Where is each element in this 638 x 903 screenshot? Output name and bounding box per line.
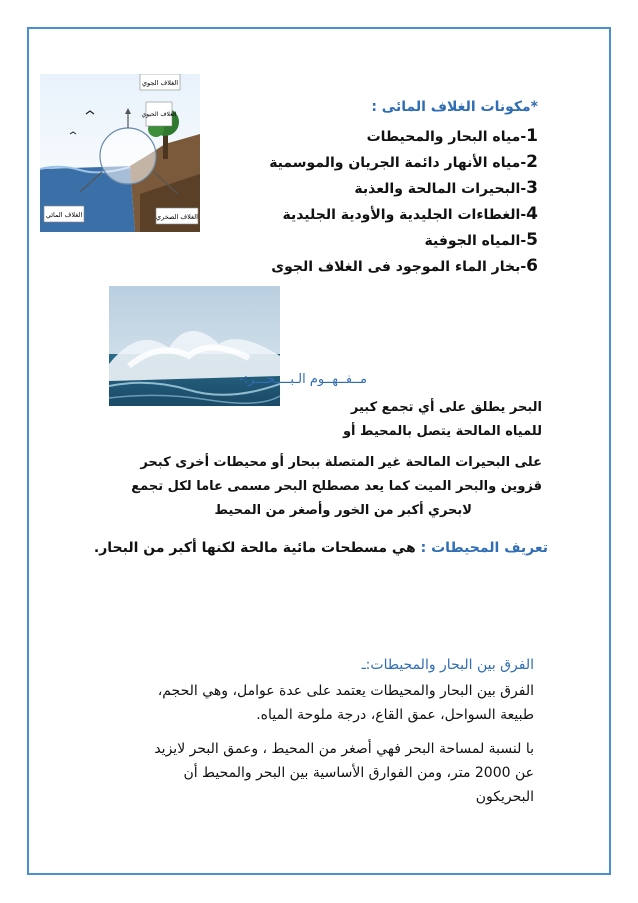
list-item: 6-بخار الماء الموجود فى الغلاف الجوى [271, 256, 538, 276]
label-hydrosphere: الغلاف المائي [45, 211, 83, 219]
definition-key: تعريف المحيطات : [420, 540, 548, 556]
hydrosphere-diagram [40, 74, 200, 232]
label-lithosphere: الغلاف الصخري [156, 213, 198, 221]
concept-line: قزوين والبحر الميت كما يعد مصطلح البحر مسمى عاما لكل تجمع [131, 479, 542, 494]
list-item: 2-مياه الأنهار دائمة الجريان والموسمية [269, 152, 538, 172]
difference-line: البحريكون [475, 789, 534, 805]
concept-line: لابحري أكبر من الخور وأصغر من المحيط [214, 503, 472, 518]
list-item: 3-البحيرات المالحة والعذبة [354, 178, 538, 198]
label-biosphere: الغلاف الحيوي [141, 111, 177, 118]
sea-concept-short [343, 396, 542, 444]
components-list [269, 124, 538, 280]
definition-text: هي مسطحات مائية مالحة لكنها أكبر من البحار. [93, 540, 421, 556]
concept-line: البحر يطلق على أي تجمع كبير [350, 400, 542, 415]
list-item: 5-المياه الجوفية [424, 230, 538, 250]
concept-line: على البحيرات المالحة غير المتصلة ببحار أو محيطات أخرى كبحر [140, 455, 542, 470]
difference-body [64, 679, 534, 809]
difference-title: الفرق بين البحار والمحيطات:ـ [361, 657, 534, 673]
difference-line: الفرق بين البحار والمحيطات يعتمد على عدة عوامل، وهي الحجم، [157, 683, 534, 699]
difference-line: طبيعة السواحل، عمق القاع، درجة ملوحة المياه. [256, 707, 534, 723]
list-item: 1-مياه البحار والمحيطات [366, 126, 538, 146]
difference-line: عن 2000 متر، ومن الفوارق الأساسية بين البحر والمحيط أن [183, 765, 534, 781]
list-item: 4-الغطاءات الجليدية والأودية الجليدية [282, 204, 538, 224]
sea-waves-photo [109, 286, 280, 406]
concept-line: للمياه المالحة يتصل بالمحيط أو [342, 424, 542, 439]
label-atmosphere: الغلاف الجوي [141, 79, 179, 87]
components-title: *مكونات الغلاف المائى : [371, 99, 538, 115]
sea-concept-wide [122, 451, 542, 523]
oceans-definition [94, 540, 548, 556]
difference-line: با لنسبة لمساحة البحر فهي أصغر من المحيط ، وعمق البحر لايزيد [154, 741, 534, 757]
sea-concept-title: مــفــهــوم الـبــــحـــر:- [239, 372, 367, 387]
